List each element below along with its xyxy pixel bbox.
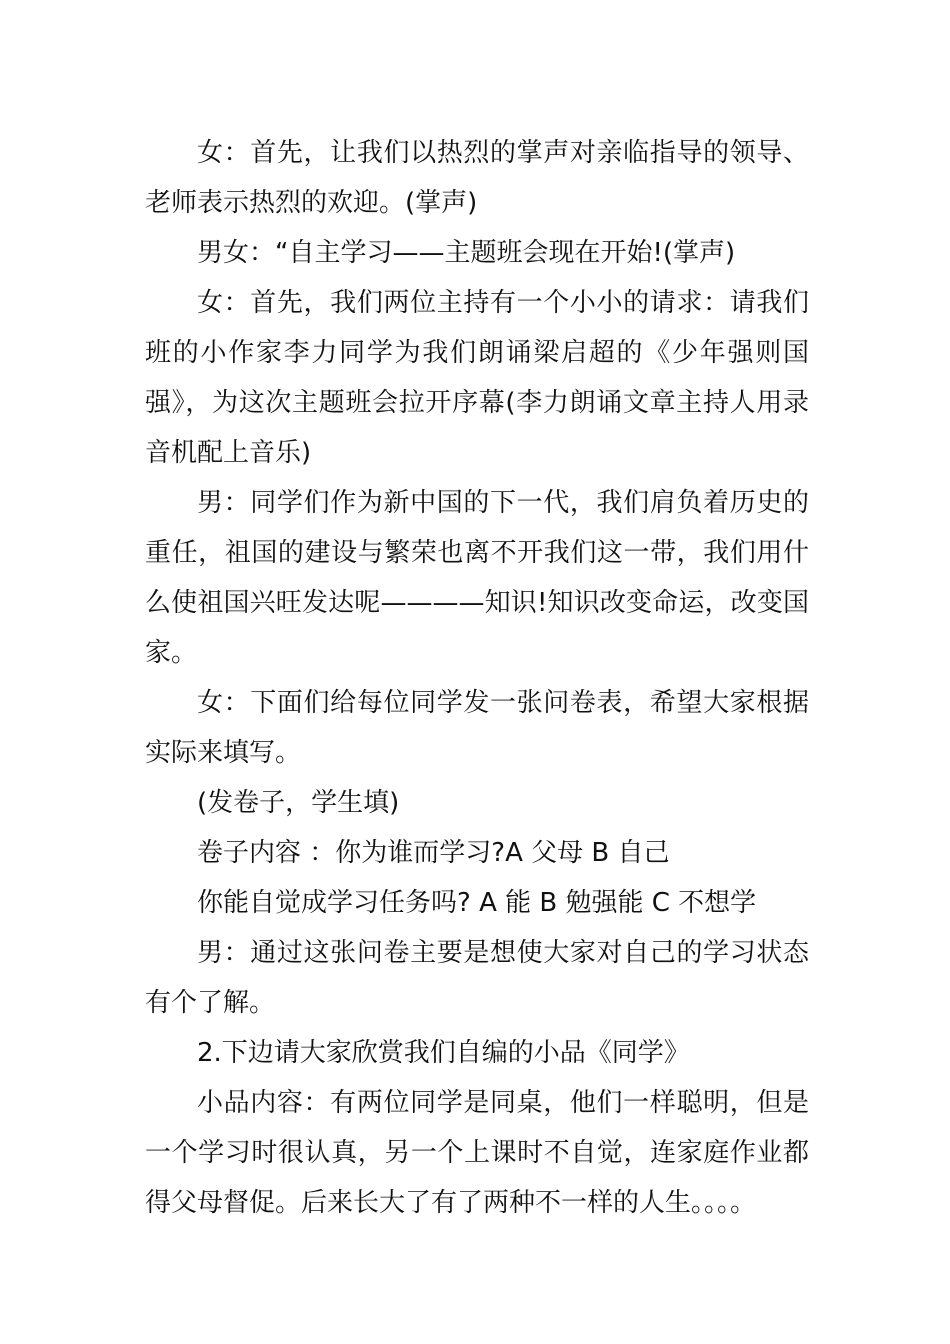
paragraph-skit-intro: 2.下边请大家欣赏我们自编的小品《同学》 bbox=[197, 1038, 690, 1068]
paragraph-question-1: 卷子内容 ：你为谁而学习?A 父母 B 自己 bbox=[197, 838, 670, 868]
paragraph-welcome: 女：首先，让我们以热烈的掌声对亲临指导的领导、老师表示热烈的欢迎。(掌声) bbox=[145, 138, 809, 218]
paragraph-opening: 男女：“自主学习——主题班会现在开始!(掌声) bbox=[197, 238, 736, 268]
paragraph-questionnaire: 女：下面们给每位同学发一张问卷表，希望大家根据实际来填写。 bbox=[145, 688, 809, 768]
paragraph-skit-content: 小品内容：有两位同学是同桌，他们一样聪明，但是一个学习时很认真，另一个上课时不自觉，连家庭作业都得父母督促。后来长大了有了两种不一样的人生。。。。 bbox=[145, 1088, 809, 1218]
paragraph-knowledge: 男：同学们作为新中国的下一代，我们肩负着历史的重任，祖国的建设与繁荣也离不开我们这一带，我们用什么使祖国兴旺发达呢————知识!知识改变命运，改变国家。 bbox=[145, 488, 809, 668]
paragraph-question-2: 你能自觉成学习任务吗? A 能 B 勉强能 C 不想学 bbox=[197, 888, 757, 918]
document-body bbox=[145, 128, 809, 1228]
paragraph-questionnaire-purpose: 男：通过这张问卷主要是想使大家对自己的学习状态有个了解。 bbox=[145, 938, 809, 1018]
paragraph-recitation-request: 女：首先，我们两位主持有一个小小的请求：请我们班的小作家李力同学为我们朗诵梁启超的《少年强则国强》，为这次主题班会拉开序幕(李力朗诵文章主持人用录音机配上音乐) bbox=[145, 288, 809, 468]
paragraph-hand-out: (发卷子，学生填) bbox=[197, 788, 400, 818]
